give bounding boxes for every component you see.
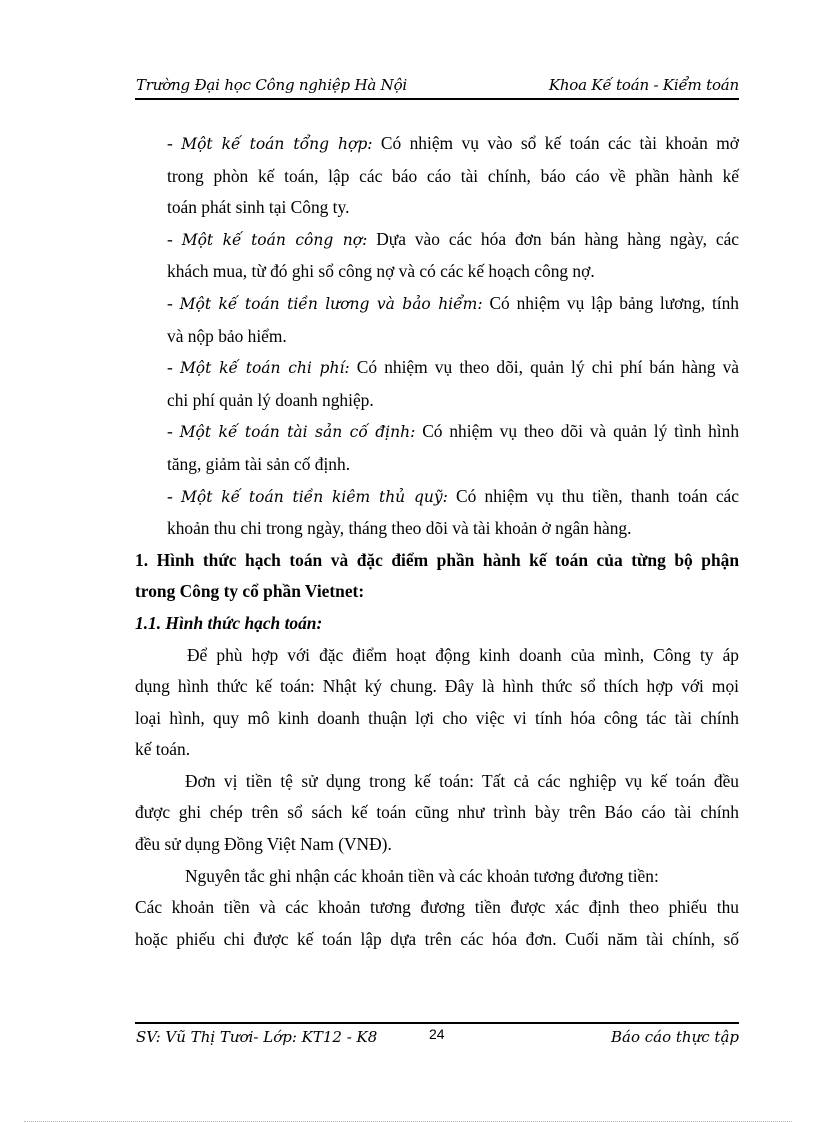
- paragraph-currency-unit: Đơn vị tiền tệ sử dụng trong kế toán: Tất cả các nghiệp vụ kế toán đều được ghi chép trên sổ sách kế toán cũng như trình bày trên Báo cáo tài chính đều sử dụng Đồng Việt Nam (VNĐ).: [135, 770, 739, 855]
- footer-report-title: Báo cáo thực tập: [611, 1028, 739, 1046]
- page-footer: [135, 1022, 739, 1054]
- page-body: [135, 128, 739, 955]
- page-break-divider: [24, 1121, 792, 1122]
- bullet-continuation: trong phòn kế toán, lập các báo cáo tài chính, báo cáo về phần hành kế toán phát sinh tại Công ty.: [167, 165, 739, 218]
- bullet-item: - Một kế toán tổng hợp: Có nhiệm vụ vào sổ kế toán các tài khoản mở: [167, 133, 739, 153]
- bullet-item: - Một kế toán công nợ: Dựa vào các hóa đơn bán hàng hàng ngày, các khách mua, từ đó ghi sổ công nợ và có các kế hoạch công nợ.: [167, 228, 740, 282]
- bullet-lead: Một kế toán tài sản cố định:: [179, 423, 416, 442]
- bullet-lead: Một kế toán tiền kiêm thủ quỹ:: [181, 487, 448, 506]
- header-school-name: Trường Đại học Công nghiệp Hà Nội: [136, 76, 408, 94]
- bullet-item: - Một kế toán tài sản cố định: Có nhiệm vụ theo dõi và quản lý tình hình tăng, giảm tài sản cố định.: [167, 421, 740, 474]
- bullet-item: - Một kế toán tiền kiêm thủ quỹ: Có nhiệm vụ thu tiền, thanh toán các khoản thu chi trong ngày, tháng theo dõi và tài khoản ở ngân hàng.: [167, 485, 739, 539]
- page-number: 24: [429, 1026, 445, 1042]
- bullet-lead: Một kế toán chi phí:: [179, 359, 350, 378]
- paragraph-accounting-form: Để phù hợp với đặc điểm hoạt động kinh doanh của mình, Công ty áp dụng hình thức kế toán: Nhật ký chung. Đây là hình thức sổ thích hợp với mọi loại hình, quy mô kinh doanh thuận lợi cho việc vi tính hóa công tác tài chính kế toán.: [135, 644, 739, 760]
- paragraph-cash-principle-title: Nguyên tắc ghi nhận các khoản tiền và các khoản tương đương tiền:: [185, 865, 659, 886]
- subsection-heading: 1.1. Hình thức hạch toán:: [135, 612, 323, 633]
- bullet-item: - Một kế toán tiền lương và bảo hiểm: Có nhiệm vụ lập bảng lương, tính và nộp bảo hiểm.: [167, 292, 740, 346]
- bullet-lead: Một kế toán công nợ:: [181, 230, 368, 249]
- header-faculty-name: Khoa Kế toán - Kiểm toán: [548, 76, 739, 94]
- paragraph-cash-principle: Các khoản tiền và các khoản tương đương tiền được xác định theo phiếu thu hoặc phiếu chi được kế toán lập dựa trên các hóa đơn. Cuối năm tài chính, số: [135, 897, 739, 949]
- bullet-lead: Một kế toán tiền lương và bảo hiểm:: [179, 294, 483, 313]
- bullet-item: - Một kế toán chi phí: Có nhiệm vụ theo dõi, quản lý chi phí bán hàng và chi phí quản lý doanh nghiệp.: [167, 357, 740, 410]
- footer-student-info: SV: Vũ Thị Tươi- Lớp: KT12 - K8: [136, 1028, 378, 1046]
- page-header: [135, 74, 739, 100]
- section-heading: 1. Hình thức hạch toán và đặc điểm phần hành kế toán của từng bộ phận trong Công ty cổ phần Vietnet:: [135, 549, 739, 602]
- bullet-lead: Một kế toán tổng hợp:: [181, 135, 373, 153]
